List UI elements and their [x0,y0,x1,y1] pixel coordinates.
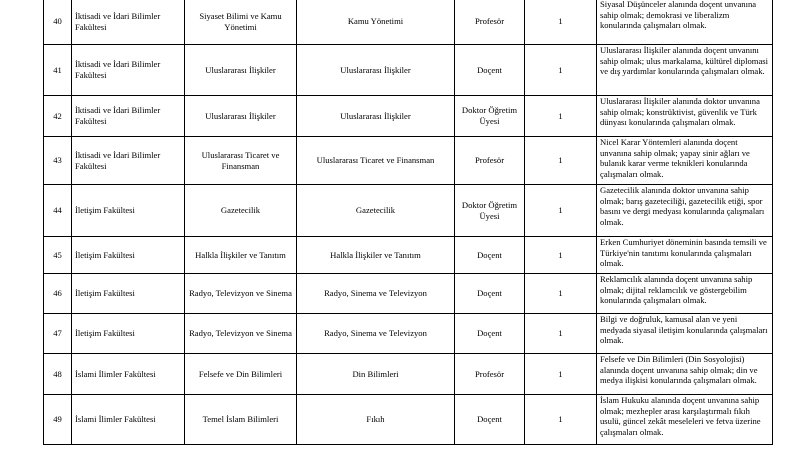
field-cell: Din Bilimleri [297,354,455,395]
count-cell: 1 [525,45,597,96]
faculty-cell: İktisadi ve İdari Bilimler Fakültesi [72,45,185,96]
title-cell: Doktor Öğretim Üyesi [455,185,525,237]
positions-table [43,0,773,445]
row-number: 41 [44,45,72,96]
field-cell: Uluslararası Ticaret ve Finansman [297,137,455,185]
field-cell: Kamu Yönetimi [297,0,455,45]
department-cell: Temel İslam Bilimleri [185,395,297,445]
department-cell: Siyaset Bilimi ve Kamu Yönetimi [185,0,297,45]
row-number: 43 [44,137,72,185]
table-row [44,185,773,237]
row-number: 46 [44,274,72,314]
faculty-cell: İletişim Fakültesi [72,314,185,354]
faculty-cell: İletişim Fakültesi [72,237,185,274]
conditions-cell: İslam Hukuku alanında doçent unvanına sahip olmak; mezhepler arası karşılaştırmalı fıkıh usulü, güncel zekât meseleleri ve fetva üzerine çalışmaları olmak. [597,395,773,445]
conditions-cell: Erken Cumhuriyet döneminin basında temsili ve Türkiye'nin tanıtımı konularında çalışmaları olmak. [597,237,773,274]
title-cell: Doçent [455,274,525,314]
field-cell: Radyo, Sinema ve Televizyon [297,274,455,314]
count-cell: 1 [525,274,597,314]
count-cell: 1 [525,237,597,274]
row-number: 49 [44,395,72,445]
department-cell: Uluslararası İlişkiler [185,96,297,137]
conditions-cell: Nicel Karar Yöntemleri alanında doçent unvanına sahip olmak; yapay sinir ağları ve bulanık karar verme teknikleri konularında çalışmaları olmak. [597,137,773,185]
field-cell: Uluslararası İlişkiler [297,96,455,137]
conditions-cell: Gazetecilik alanında doktor unvanına sahip olmak; barış gazeteciliği, gazetecilik etiği, spor basını ve dergi medyası konularında çalışmaları olmak. [597,185,773,237]
department-cell: Gazetecilik [185,185,297,237]
title-cell: Doçent [455,237,525,274]
title-cell: Profesör [455,0,525,45]
conditions-cell: Uluslararası İlişkiler alanında doçent unvanını sahip olmak; ulus markalama, kültürel diplomasi ve dış yardımlar konularında çalışmaları olmak. [597,45,773,96]
row-number: 48 [44,354,72,395]
department-cell: Radyo, Televizyon ve Sinema [185,314,297,354]
count-cell: 1 [525,354,597,395]
title-cell: Doktor Öğretim Üyesi [455,96,525,137]
table-row [44,45,773,96]
row-number: 45 [44,237,72,274]
faculty-cell: İletişim Fakültesi [72,274,185,314]
table-row [44,354,773,395]
faculty-cell: İslami İlimler Fakültesi [72,395,185,445]
count-cell: 1 [525,96,597,137]
field-cell: Uluslararası İlişkiler [297,45,455,96]
conditions-cell: Uluslararası İlişkiler alanında doktor unvanına sahip olmak; konstrüktivist, güvenlik ve Türk dünyası konularında çalışmaları olmak. [597,96,773,137]
conditions-cell: Siyasal Düşünceler alanında doçent unvanına sahip olmak; demokrasi ve liberalizm konularında çalışmaları olmak. [597,0,773,45]
field-cell: Radyo, Sinema ve Televizyon [297,314,455,354]
count-cell: 1 [525,185,597,237]
field-cell: Halkla İlişkiler ve Tanıtım [297,237,455,274]
field-cell: Fıkıh [297,395,455,445]
faculty-cell: İktisadi ve İdari Bilimler Fakültesi [72,0,185,45]
department-cell: Uluslararası İlişkiler [185,45,297,96]
conditions-cell: Reklamcılık alanında doçent unvanına sahip olmak; dijital reklamcılık ve göstergebilim konularında çalışmaları olmak. [597,274,773,314]
conditions-cell: Bilgi ve doğruluk, kamusal alan ve yeni medyada siyasal iletişim konularında çalışmaları olmak. [597,314,773,354]
department-cell: Radyo, Televizyon ve Sinema [185,274,297,314]
department-cell: Felsefe ve Din Bilimleri [185,354,297,395]
count-cell: 1 [525,395,597,445]
count-cell: 1 [525,314,597,354]
table-row [44,314,773,354]
row-number: 40 [44,0,72,45]
title-cell: Doçent [455,45,525,96]
faculty-cell: İletişim Fakültesi [72,185,185,237]
faculty-cell: İslami İlimler Fakültesi [72,354,185,395]
department-cell: Uluslararası Ticaret ve Finansman [185,137,297,185]
row-number: 42 [44,96,72,137]
field-cell: Gazetecilik [297,185,455,237]
faculty-cell: İktisadi ve İdari Bilimler Fakültesi [72,137,185,185]
table-row [44,274,773,314]
faculty-cell: İktisadi ve İdari Bilimler Fakültesi [72,96,185,137]
table-row [44,0,773,45]
count-cell: 1 [525,137,597,185]
table-row [44,96,773,137]
table-row [44,395,773,445]
row-number: 47 [44,314,72,354]
department-cell: Halkla İlişkiler ve Tanıtım [185,237,297,274]
row-number: 44 [44,185,72,237]
title-cell: Profesör [455,137,525,185]
title-cell: Doçent [455,395,525,445]
conditions-cell: Felsefe ve Din Bilimleri (Din Sosyolojisi) alanında doçent unvanına sahip olmak; din ve medya ilişkisi konularında çalışmaları olmak. [597,354,773,395]
title-cell: Profesör [455,354,525,395]
title-cell: Doçent [455,314,525,354]
table-row [44,137,773,185]
count-cell: 1 [525,0,597,45]
table-row [44,237,773,274]
